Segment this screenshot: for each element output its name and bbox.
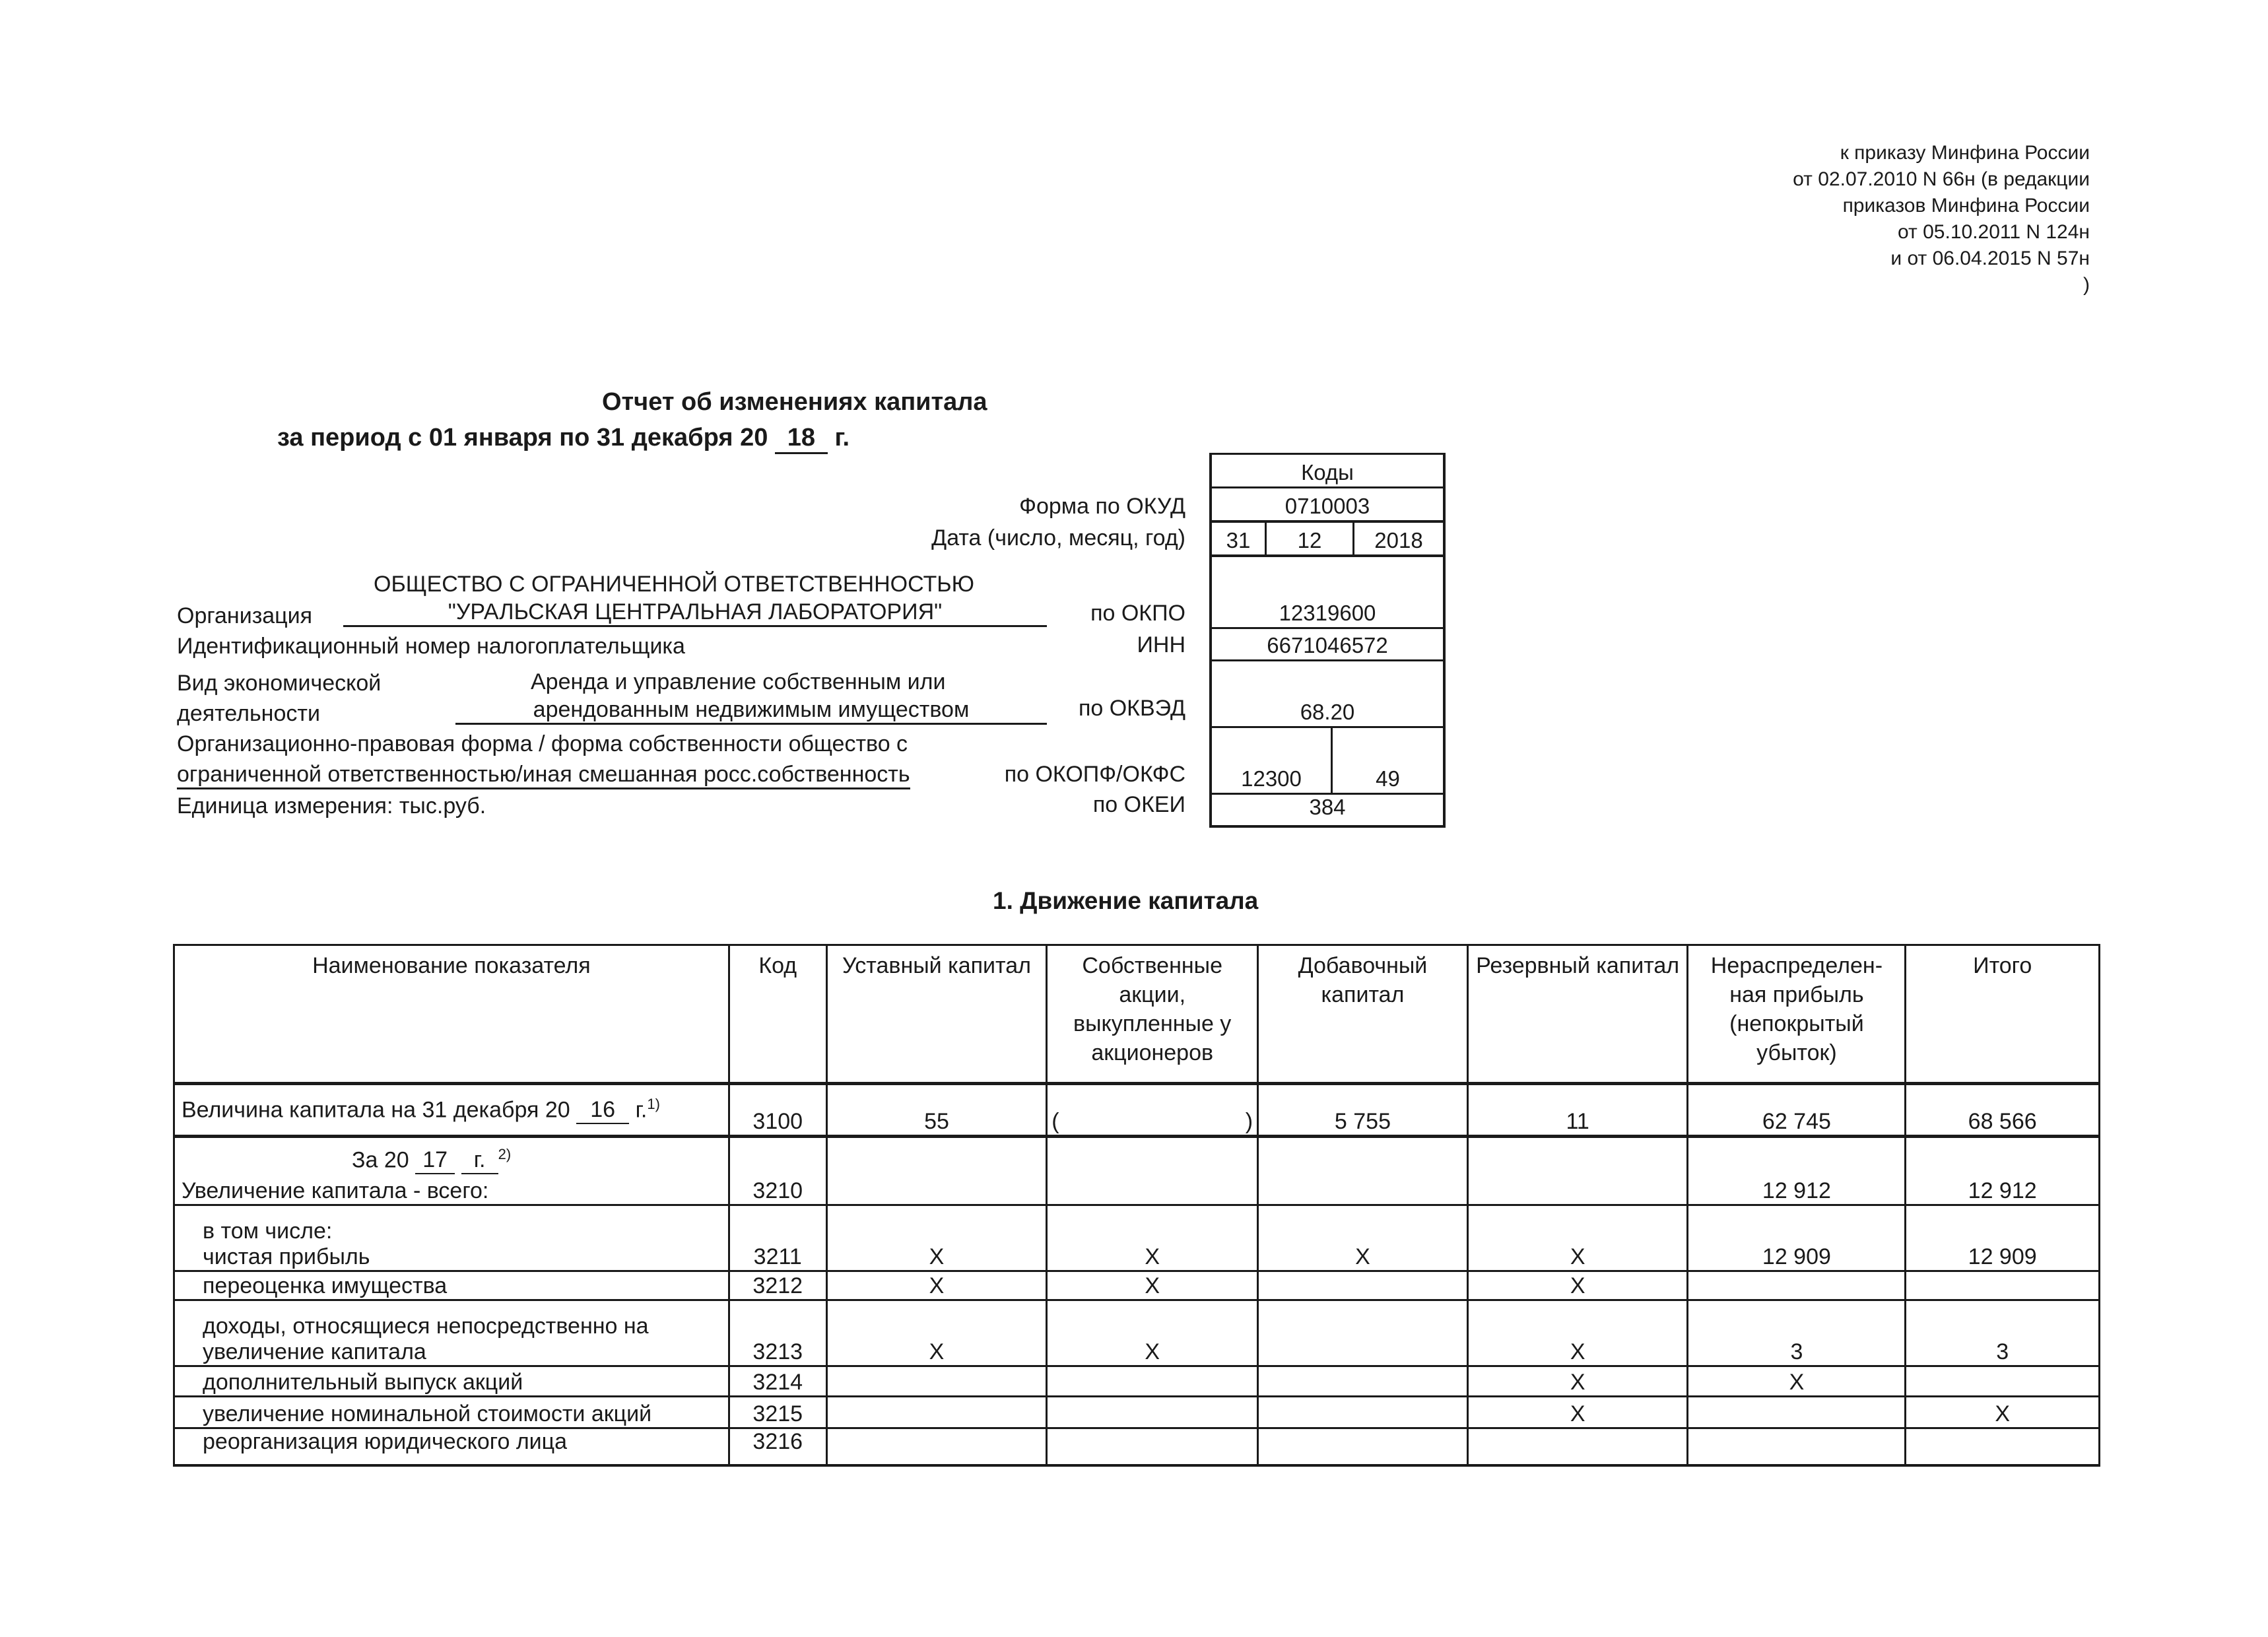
col-header-name: Наименование показателя <box>174 945 729 1084</box>
okfs-value: 49 <box>1331 728 1443 793</box>
cell-charter-capital <box>826 1137 1047 1205</box>
cell-retained-earnings: 12 909 <box>1688 1205 1906 1271</box>
row-label: увеличение номинальной стоимости акций <box>174 1397 729 1428</box>
col-header-code: Код <box>729 945 826 1084</box>
activity-label-line2: деятельности <box>177 701 320 726</box>
row-code: 3213 <box>729 1300 826 1366</box>
table-row <box>174 1428 2100 1465</box>
cell-charter-capital <box>826 1428 1047 1465</box>
row-3100-total: 68 566 <box>1906 1084 2100 1137</box>
cell-retained-earnings: 3 <box>1688 1300 1906 1366</box>
cell-total <box>1906 1366 2100 1397</box>
cell-retained-earnings <box>1688 1397 1906 1428</box>
order-reference-line: к приказу Минфина России <box>1840 142 2090 164</box>
cell-treasury-shares: X <box>1047 1205 1258 1271</box>
okved-label: по ОКВЭД <box>1078 696 1185 721</box>
report-title: Отчет об изменениях капитала <box>602 388 987 416</box>
cell-total <box>1906 1428 2100 1465</box>
order-reference-line: и от 06.04.2015 N 57н <box>1890 248 2090 269</box>
footnote-mark: 1) <box>647 1095 660 1112</box>
row-code: 3215 <box>729 1397 826 1428</box>
cell-additional-capital: X <box>1258 1205 1468 1271</box>
inn-row <box>1212 629 1443 661</box>
inn-label: Идентификационный номер налогоплательщика <box>177 634 685 659</box>
cell-treasury-shares <box>1047 1428 1258 1465</box>
cell-charter-capital: X <box>826 1205 1047 1271</box>
cell-reserve-capital: X <box>1467 1366 1688 1397</box>
cell-total: 3 <box>1906 1300 2100 1366</box>
cell-retained-earnings <box>1688 1271 1906 1300</box>
row-3210-name <box>174 1137 729 1205</box>
row-3100-suffix: г. <box>635 1097 648 1123</box>
cell-additional-capital <box>1258 1397 1468 1428</box>
row-label: Увеличение капитала - всего: <box>182 1178 489 1203</box>
date-day: 31 <box>1226 528 1251 552</box>
measurement-unit: Единица измерения: тыс.руб. <box>177 793 486 818</box>
legal-form-line1: Организационно-правовая форма / форма собственности общество с <box>177 731 908 756</box>
activity-line2: арендованным недвижимым имуществом <box>455 697 1047 725</box>
cell-charter-capital: X <box>826 1271 1047 1300</box>
report-period-suffix: г. <box>834 424 850 451</box>
row-3100-treasury-shares <box>1047 1084 1258 1137</box>
cell-treasury-shares <box>1047 1366 1258 1397</box>
cell-treasury-shares <box>1047 1137 1258 1205</box>
okpo-label: по ОКПО <box>1090 601 1185 626</box>
report-period-prefix: за период с 01 января по 31 декабря 20 <box>277 424 768 451</box>
cell-charter-capital <box>826 1397 1047 1428</box>
col-header-additional-capital: Добавочный капитал <box>1258 945 1468 1084</box>
row-code: 3210 <box>729 1137 826 1205</box>
col-header-total: Итого <box>1906 945 2100 1084</box>
cell-additional-capital <box>1258 1137 1468 1205</box>
row-3100-additional-capital: 5 755 <box>1258 1084 1468 1137</box>
period-suffix: г. <box>461 1147 498 1174</box>
cell-additional-capital <box>1258 1300 1468 1366</box>
inn-code-label: ИНН <box>1137 632 1185 657</box>
date-row <box>1212 523 1443 557</box>
cell-additional-capital <box>1258 1366 1468 1397</box>
table-row <box>174 1084 2100 1137</box>
period-heading <box>182 1146 721 1174</box>
row-prelabel: в том числе: <box>203 1219 333 1244</box>
okpo-row <box>1212 557 1443 629</box>
table-row <box>174 1271 2100 1300</box>
okpo-value: 12319600 <box>1279 601 1376 625</box>
col-header-treasury-shares: Собственные акции, выкупленные у акционеров <box>1047 945 1258 1084</box>
cell-retained-earnings <box>1688 1428 1906 1465</box>
col-header-reserve-capital: Резервный капитал <box>1467 945 1688 1084</box>
table-row <box>174 1366 2100 1397</box>
paren-open: ( <box>1051 1109 1059 1134</box>
cell-treasury-shares: X <box>1047 1271 1258 1300</box>
codes-header: Коды <box>1301 460 1354 484</box>
cell-reserve-capital: X <box>1467 1300 1688 1366</box>
row-3100-charter-capital: 55 <box>826 1084 1047 1137</box>
row-3213-name <box>174 1300 729 1366</box>
col-header-retained-earnings: Нераспределен-ная прибыль (непокрытый убыток) <box>1688 945 1906 1084</box>
okud-row <box>1212 488 1443 523</box>
row-label: чистая прибыль <box>203 1244 370 1269</box>
cell-charter-capital: X <box>826 1300 1047 1366</box>
org-name-line2: "УРАЛЬСКАЯ ЦЕНТРАЛЬНАЯ ЛАБОРАТОРИЯ" <box>343 599 1047 627</box>
footnote-mark: 2) <box>498 1145 512 1162</box>
table-row <box>174 1205 2100 1271</box>
cell-treasury-shares <box>1047 1397 1258 1428</box>
activity-label-line1: Вид экономической <box>177 671 382 696</box>
section-title: 1. Движение капитала <box>993 887 1259 914</box>
cell-reserve-capital: X <box>1467 1397 1688 1428</box>
cell-total <box>1906 1271 2100 1300</box>
row-3100-code: 3100 <box>729 1084 826 1137</box>
capital-movement-table <box>173 944 2100 1467</box>
cell-total: X <box>1906 1397 2100 1428</box>
okved-value: 68.20 <box>1300 700 1355 724</box>
okopf-okfs-label: по ОКОПФ/ОКФС <box>1004 762 1185 787</box>
date-label: Дата (число, месяц, год) <box>931 525 1185 551</box>
cell-additional-capital <box>1258 1271 1468 1300</box>
date-year: 2018 <box>1352 523 1443 554</box>
table-row <box>174 1137 2100 1205</box>
report-period-year: 18 <box>775 424 828 454</box>
order-reference-line: от 02.07.2010 N 66н (в редакции <box>1793 168 2090 190</box>
okei-value: 384 <box>1309 795 1346 819</box>
row-label: реорганизация юридического лица <box>174 1428 729 1465</box>
cell-total: 12 909 <box>1906 1205 2100 1271</box>
codes-header-row <box>1212 455 1443 488</box>
cell-treasury-shares: X <box>1047 1300 1258 1366</box>
row-label: увеличение капитала <box>203 1339 426 1364</box>
cell-additional-capital <box>1258 1428 1468 1465</box>
order-reference-line: ) <box>2083 274 2090 296</box>
row-label: переоценка имущества <box>174 1271 729 1300</box>
okei-label: по ОКЕИ <box>1092 792 1185 817</box>
row-label: дополнительный выпуск акций <box>174 1366 729 1397</box>
org-label: Организация <box>177 603 313 628</box>
table-row <box>174 1300 2100 1366</box>
okopf-row <box>1212 728 1443 795</box>
row-prelabel: доходы, относящиеся непосредственно на <box>203 1314 649 1339</box>
cell-reserve-capital <box>1467 1137 1688 1205</box>
cell-total: 12 912 <box>1906 1137 2100 1205</box>
period-year: 17 <box>415 1147 455 1174</box>
okved-row <box>1212 661 1443 728</box>
row-3211-name <box>174 1205 729 1271</box>
row-code: 3216 <box>729 1428 826 1465</box>
inn-value: 6671046572 <box>1267 633 1388 657</box>
order-reference-note <box>1793 140 2090 298</box>
row-3100-retained-earnings: 62 745 <box>1688 1084 1906 1137</box>
legal-form-line2: ограниченной ответственностью/иная смешанная росс.собственность <box>177 762 910 789</box>
okei-row <box>1212 795 1443 825</box>
okud-label: Форма по ОКУД <box>1019 494 1185 519</box>
row-3100-label: Величина капитала на 31 декабря 20 <box>182 1097 570 1123</box>
cell-reserve-capital: X <box>1467 1205 1688 1271</box>
row-code: 3214 <box>729 1366 826 1397</box>
okopf-value: 12300 <box>1241 766 1302 791</box>
row-3100-year: 16 <box>576 1097 629 1124</box>
row-code: 3212 <box>729 1271 826 1300</box>
activity-line1: Аренда и управление собственным или <box>531 669 946 694</box>
paren-close: ) <box>1245 1109 1253 1134</box>
report-period <box>277 424 850 454</box>
okud-value: 0710003 <box>1284 494 1370 518</box>
table-row <box>174 1397 2100 1428</box>
order-reference-line: от 05.10.2011 N 124н <box>1898 221 2090 243</box>
row-3100-reserve-capital: 11 <box>1467 1084 1688 1137</box>
row-code: 3211 <box>729 1205 826 1271</box>
org-name-line1: ОБЩЕСТВО С ОГРАНИЧЕННОЙ ОТВЕТСТВЕННОСТЬЮ <box>374 572 974 597</box>
order-reference-line: приказов Минфина России <box>1842 195 2090 217</box>
codes-box <box>1209 453 1446 828</box>
cell-reserve-capital: X <box>1467 1271 1688 1300</box>
cell-charter-capital <box>826 1366 1047 1397</box>
date-month: 12 <box>1265 523 1352 554</box>
cell-retained-earnings: X <box>1688 1366 1906 1397</box>
col-header-charter-capital: Уставный капитал <box>826 945 1047 1084</box>
row-3100-name <box>174 1084 729 1137</box>
table-header-row <box>174 945 2100 1084</box>
cell-retained-earnings: 12 912 <box>1688 1137 1906 1205</box>
period-prefix: За 20 <box>352 1147 409 1172</box>
cell-reserve-capital <box>1467 1428 1688 1465</box>
